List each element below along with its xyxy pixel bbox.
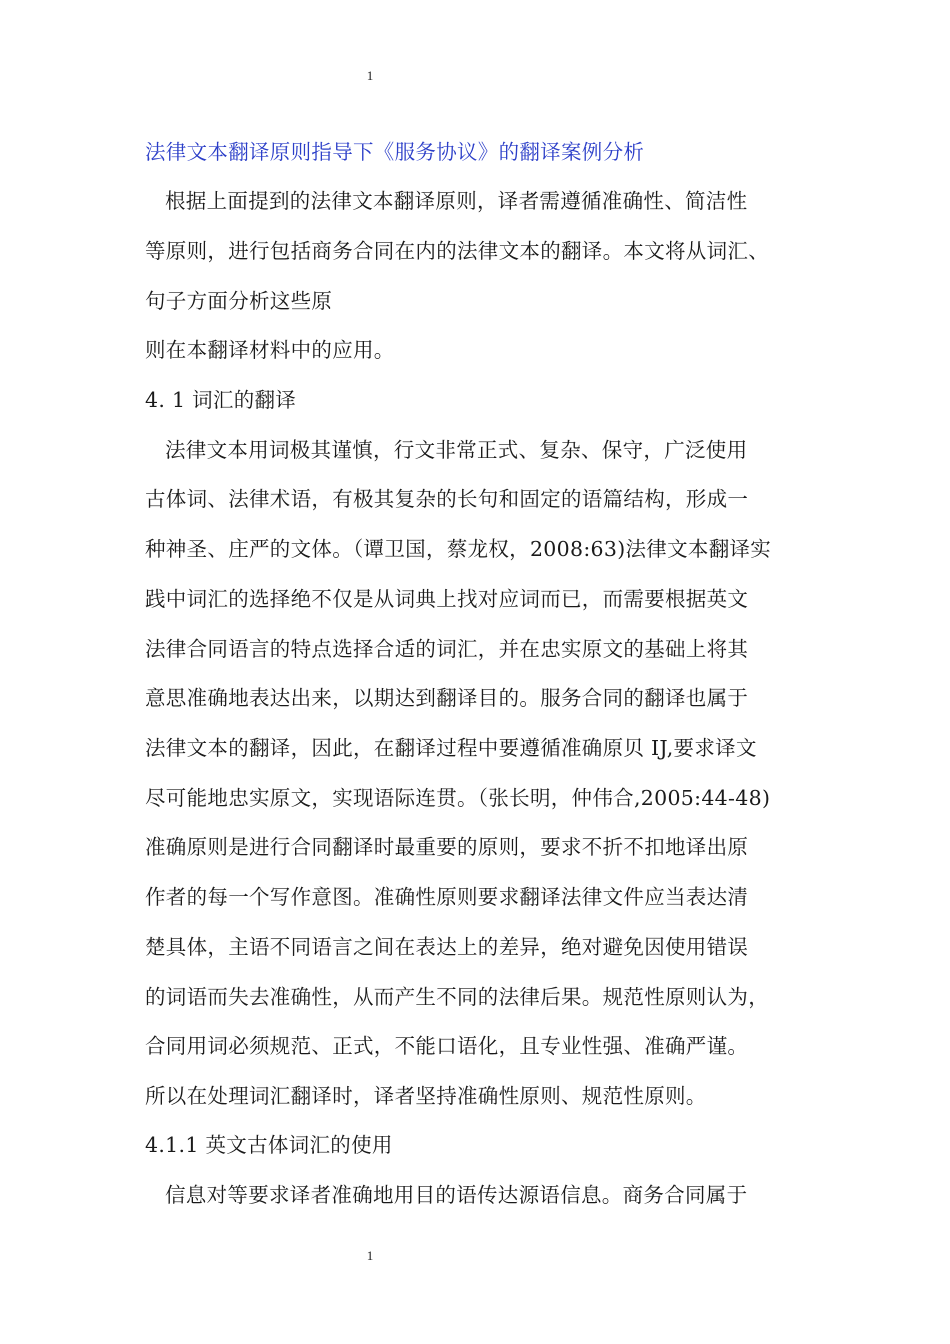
- paragraph-line: 法律文本的翻译，因此，在翻译过程中要遵循准确原贝 IJ,要求译文: [145, 736, 757, 760]
- section-heading: 4.1.1 英文古体词汇的使用: [145, 1133, 393, 1157]
- paragraph-line: 种神圣、庄严的文体。（谭卫国，蔡龙权，2008:63)法律文本翻译实: [145, 537, 772, 561]
- paragraph-line: 所以在处理词汇翻译时，译者坚持准确性原则、规范性原则。: [145, 1084, 707, 1108]
- paragraph-line: 意思准确地表达出来，以期达到翻译目的。服务合同的翻译也属于: [145, 686, 749, 710]
- document-title: 法律文本翻译原则指导下《服务协议》的翻译案例分析: [145, 140, 645, 164]
- section-heading: 4. 1 词汇的翻译: [145, 388, 297, 412]
- paragraph-line: 信息对等要求译者准确地用目的语传达源语信息。商务合同属于: [165, 1183, 748, 1207]
- paragraph-line: 尽可能地忠实原文，实现语际连贯。（张长明，仲伟合,2005:44-48): [145, 786, 771, 810]
- paragraph-line: 的词语而失去准确性，从而产生不同的法律后果。规范性原则认为，: [145, 985, 769, 1009]
- paragraph-line: 作者的每一个写作意图。准确性原则要求翻译法律文件应当表达清: [145, 885, 749, 909]
- paragraph-line: 则在本翻译材料中的应用。: [145, 338, 395, 362]
- paragraph-line: 践中词汇的选择绝不仅是从词典上找对应词而已，而需要根据英文: [145, 587, 749, 611]
- footer-page-number: 1: [366, 1248, 374, 1263]
- paragraph-line: 楚具体，主语不同语言之间在表达上的差异，绝对避免因使用错误: [145, 935, 749, 959]
- header-page-number: 1: [366, 68, 374, 83]
- paragraph-line: 古体词、法律术语，有极其复杂的长句和固定的语篇结构，形成一: [145, 487, 749, 511]
- paragraph-line: 法律合同语言的特点选择合适的词汇，并在忠实原文的基础上将其: [145, 637, 749, 661]
- paragraph-line: 句子方面分析这些原: [145, 289, 333, 313]
- paragraph-line: 准确原则是进行合同翻译时最重要的原则，要求不折不扣地译出原: [145, 835, 749, 859]
- paragraph-line: 合同用词必须规范、正式，不能口语化，且专业性强、准确严谨。: [145, 1034, 749, 1058]
- paragraph-line: 等原则，进行包括商务合同在内的法律文本的翻译。本文将从词汇、: [145, 239, 769, 263]
- paragraph-line: 根据上面提到的法律文本翻译原则，译者需遵循准确性、简洁性: [165, 189, 748, 213]
- paragraph-line: 法律文本用词极其谨慎，行文非常正式、复杂、保守，广泛使用: [165, 438, 748, 462]
